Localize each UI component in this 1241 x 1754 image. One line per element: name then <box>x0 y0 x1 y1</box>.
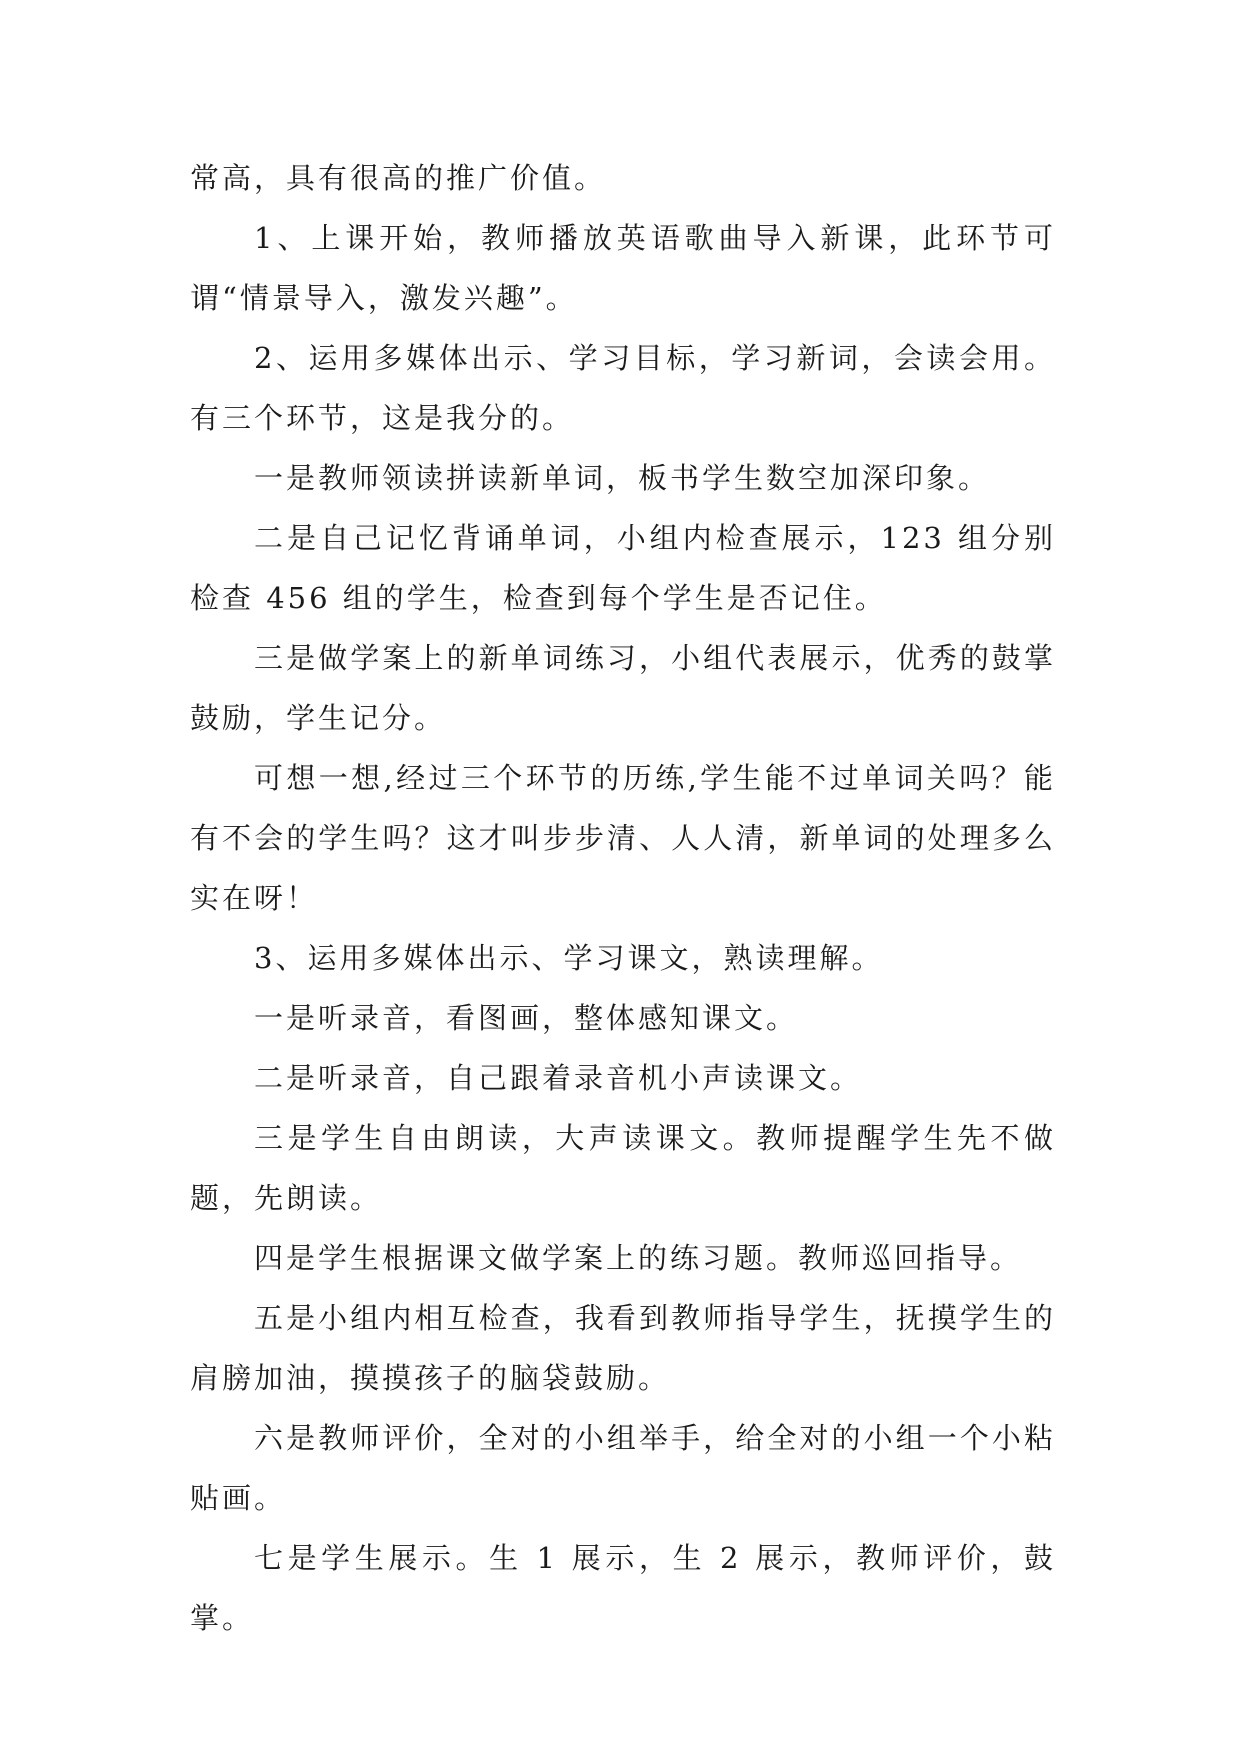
paragraph-text-part-5: 五是小组内相互检查，我看到教师指导学生，抚摸学生的肩膀加油，摸摸孩子的脑袋鼓励。 <box>190 1301 1056 1395</box>
paragraph-text-part-6: 六是教师评价，全对的小组举手，给全对的小组一个小粘贴画。 <box>190 1421 1056 1515</box>
paragraph-text-part-3: 三是学生自由朗读，大声读课文。教师提醒学生先不做题，先朗读。 <box>190 1121 1056 1215</box>
paragraph-step-1-intro: 1、上课开始，教师播放英语歌曲导入新课，此环节可谓“情景导入，激发兴趣”。 <box>190 221 1056 315</box>
paragraph-vocab-part-1: 一是教师领读拼读新单词，板书学生数空加深印象。 <box>254 461 991 495</box>
paragraph-step-2-vocabulary: 2、运用多媒体出示、学习目标，学习新词，会读会用。有三个环节，这是我分的。 <box>190 341 1056 435</box>
paragraph-text-part-2: 二是听录音，自己跟着录音机小声读课文。 <box>254 1061 863 1095</box>
paragraph-text-part-1: 一是听录音，看图画，整体感知课文。 <box>254 1001 799 1035</box>
paragraph-text-part-4: 四是学生根据课文做学案上的练习题。教师巡回指导。 <box>254 1241 1023 1275</box>
paragraph-vocab-part-2: 二是自己记忆背诵单词，小组内检查展示，123 组分别检查 456 组的学生，检查到每个学生是否记住。 <box>190 521 1056 615</box>
paragraph-text-part-7: 七是学生展示。生 1 展示，生 2 展示，教师评价，鼓掌。 <box>190 1541 1056 1635</box>
document-body <box>190 148 1056 1648</box>
paragraph-step-3-text: 3、运用多媒体出示、学习课文，熟读理解。 <box>254 941 884 975</box>
paragraph-vocab-part-3: 三是做学案上的新单词练习，小组代表展示，优秀的鼓掌鼓励，学生记分。 <box>190 641 1056 735</box>
paragraph-reflection: 可想一想,经过三个环节的历练,学生能不过单词关吗？能有不会的学生吗？这才叫步步清、人人清，新单词的处理多么实在呀！ <box>190 761 1056 915</box>
paragraph-continuation: 常高，具有很高的推广价值。 <box>190 161 607 195</box>
